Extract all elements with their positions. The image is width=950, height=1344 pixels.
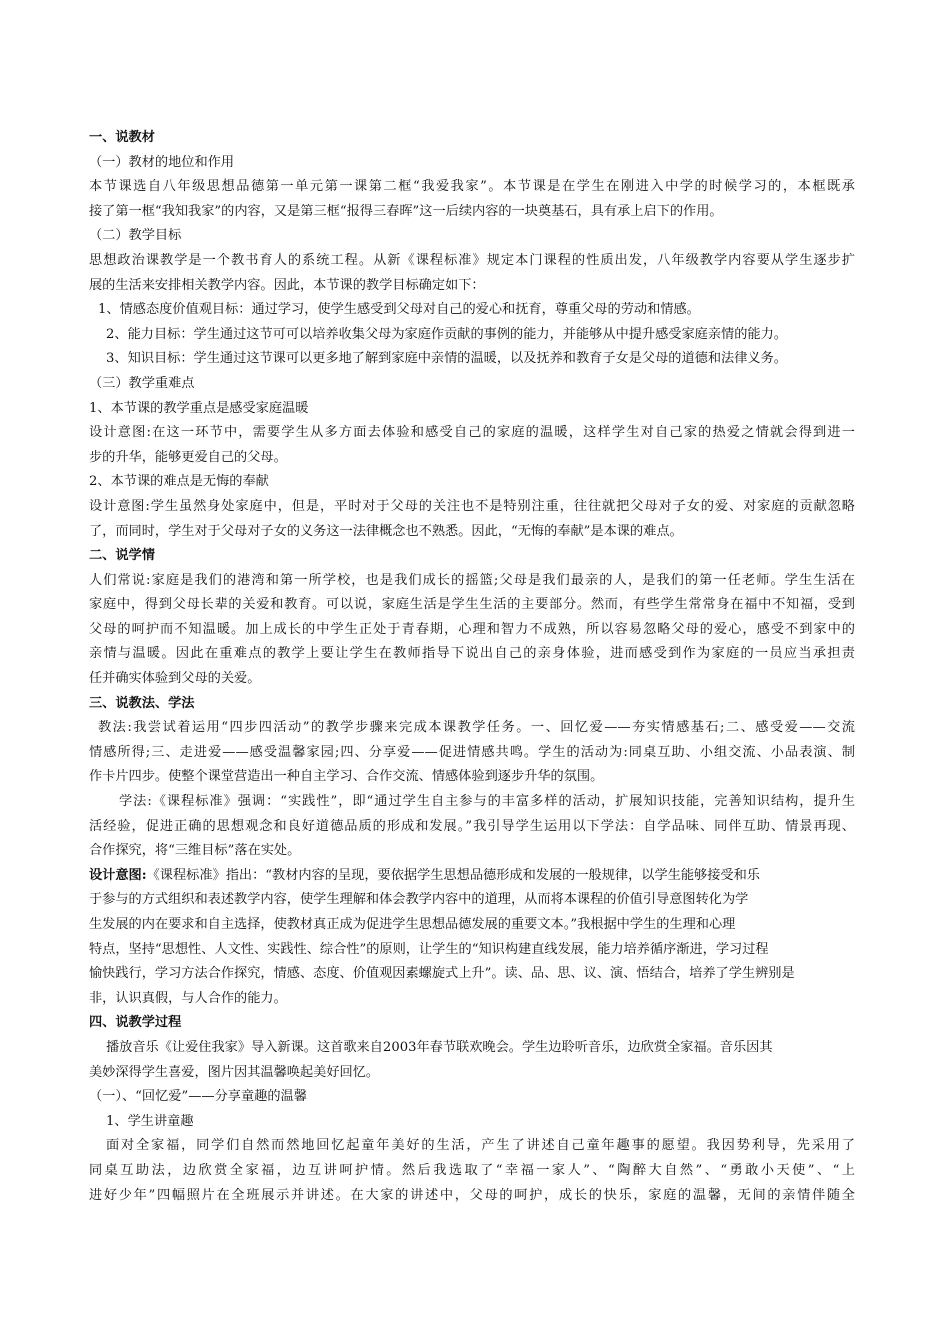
intro-line: 美妙深得学生喜爱，图片因其温馨唤起美好回忆。: [89, 1064, 380, 1080]
part-heading: （一）、“回忆爱”——分享童趣的温馨: [89, 1089, 307, 1105]
paragraph-line: 进好少年”四幅照片在全班展示并讲述。在大家的讲述中，父母的呵护，成长的快乐，家庭的温馨，无间的亲情伴随全: [89, 1187, 855, 1203]
paragraph-line: 面对全家福，同学们自然而然地回忆起童年美好的生活，产生了讲述自己童年趣事的愿望。我因势利导，先采用了: [106, 1138, 855, 1154]
design-intent-line: 非，认识真假，与人合作的能力。: [89, 990, 287, 1006]
design-intent-line: [89, 864, 855, 889]
design-intent-line: 于参与的方式组织和表述教学内容，使学生理解和体会教学内容中的道理，从而将本课程的价值引导意图转化为学: [89, 892, 749, 908]
paragraph-line: 家庭中，得到父母长辈的关爱和教育。可以说，家庭生活是学生生活的主要部分。然而，有些学生常常身在福中不知福，受到: [89, 597, 855, 613]
subheading-key-difficult: （三）教学重难点: [89, 375, 195, 391]
design-intent-text: 《课程标准》指出：“教材内容的呈现，要依据学生思想品德形成和发展的一般规律，以学生能够接受和乐: [146, 867, 760, 883]
paragraph-line: 思想政治课教学是一个教书育人的系统工程。从新《课程标准》规定本门课程的性质出发，八年级教学内容要从学生逐步扩: [89, 252, 855, 268]
paragraph-line: 任并确实体验到父母的关爱。: [89, 671, 261, 687]
goal-item: 2、能力目标：学生通过这节可可以培养收集父母为家庭作贡献的事例的能力，并能够从中提升感受家庭亲情的能力。: [106, 326, 787, 342]
difficult-point: 2、本节课的难点是无悔的奉献: [89, 474, 269, 490]
learning-method-line: 合作探究，将“三维目标”落在实处。: [89, 843, 301, 859]
intro-line: 播放音乐《让爱住我家》导入新课。这首歌来自2003年春节联欢晚会。学生边聆听音乐，边欣赏全家福。音乐因其: [106, 1039, 773, 1055]
paragraph-line: 本节课选自八年级思想品德第一单元第一课第二框“我爱我家”。本节课是在学生在刚进入中学的时候学习的，本框既承: [89, 179, 855, 195]
step-heading: 1、学生讲童趣: [106, 1113, 194, 1129]
learning-method-line: 活经验，促进正确的思想观念和良好道德品质的形成和发展。”我引导学生运用以下学法：自学品味、同伴互助、情景再现、: [89, 818, 855, 834]
paragraph-line: 接了第一框“我知我家”的内容，又是第三框“报得三春晖”这一后续内容的一块奠基石，具有承上启下的作用。: [89, 203, 723, 219]
subheading-teaching-goals: （二）教学目标: [89, 228, 182, 244]
paragraph-line: 父母的呵护而不知温暖。加上成长的中学生正处于青春期，心理和智力不成熟，所以容易忽略父母的爱心，感受不到家中的: [89, 621, 855, 637]
section-2-heading: 二、说学情: [89, 548, 155, 564]
teaching-method-line: 情感所得;三、走进爱——感受温馨家园;四、分享爱——促进情感共鸣。学生的活动为:同桌互助、小组交流、小品表演、制: [89, 744, 855, 760]
subheading-position-role: （一）教材的地位和作用: [89, 154, 235, 170]
key-point: 1、本节课的教学重点是感受家庭温暖: [89, 400, 309, 416]
paragraph-line: 人们常说:家庭是我们的港湾和第一所学校，也是我们成长的摇篮;父母是我们最亲的人，是我们的第一任老师。学生生活在: [89, 572, 855, 588]
design-intent-line: 设计意图:在这一环节中，需要学生从多方面去体验和感受自己的家庭的温暖，这样学生对自己家的热爱之情就会得到进一: [89, 425, 855, 441]
goal-item: 1、情感态度价值观目标：通过学习，使学生感受到父母对自己的爱心和抚育，尊重父母的劳动和情感。: [98, 302, 700, 318]
teaching-method-line: 作卡片四步。使整个课堂营造出一种自主学习、合作交流、情感体验到逐步升华的氛围。: [89, 769, 604, 785]
design-intent-line: 设计意图:学生虽然身处家庭中，但是，平时对于父母的关注也不是特别注重，往往就把父母对子女的爱、对家庭的贡献忽略: [89, 498, 855, 514]
design-intent-line: 步的升华，能够更爱自己的父母。: [89, 449, 287, 465]
learning-method-line: 学法:《课程标准》强调：“实践性”，即“通过学生自主参与的丰富多样的活动，扩展知识技能，完善知识结构，提升生: [119, 794, 855, 810]
paragraph-line: 展的生活来安排相关教学内容。因此，本节课的教学目标确定如下：: [89, 277, 485, 293]
section-1-heading: 一、说教材: [89, 130, 155, 145]
design-intent-label: 设计意图:: [89, 867, 147, 883]
paragraph-line: 同桌互助法，边欣赏全家福，边互讲呵护情。然后我选取了“幸福一家人”、“陶醉大自然”、“勇敢小天使”、“上: [89, 1162, 855, 1178]
section-3-heading: 三、说教法、学法: [89, 695, 195, 711]
document-page: [89, 126, 855, 1208]
goal-item: 3、知识目标：学生通过这节课可以更多地了解到家庭中亲情的温暖，以及抚养和教育子女是父母的道德和法律义务。: [106, 351, 787, 367]
teaching-method-line: 教法:我尝试着运用“四步四活动”的教学步骤来完成本课教学任务。一、回忆爱——夯实情感基石;二、感受爱——交流: [98, 720, 855, 736]
section-4-heading: 四、说教学过程: [89, 1015, 182, 1031]
design-intent-line: 愉快践行，学习方法合作探究，情感、态度、价值观因素螺旋式上升”。读、品、思、议、演、悟结合，培养了学生辨别是: [89, 966, 795, 982]
design-intent-line: 生发展的内在要求和自主选择，使教材真正成为促进学生思想品德发展的重要文本。”我根据中学生的生理和心理: [89, 917, 736, 932]
design-intent-line: 特点，坚持“思想性、人文性、实践性、综合性”的原则，让学生的“知识构建直线发展，能力培养循序渐进，学习过程: [89, 941, 769, 957]
design-intent-line: 了，而同时，学生对于父母对子女的义务这一法律概念也不熟悉。因此，“无悔的奉献”是本课的难点。: [89, 523, 683, 539]
paragraph-line: 亲情与温暖。因此在重难点的教学上要让学生在教师指导下说出自己的亲身体验，进而感受到作为家庭的一员应当承担责: [89, 646, 855, 662]
